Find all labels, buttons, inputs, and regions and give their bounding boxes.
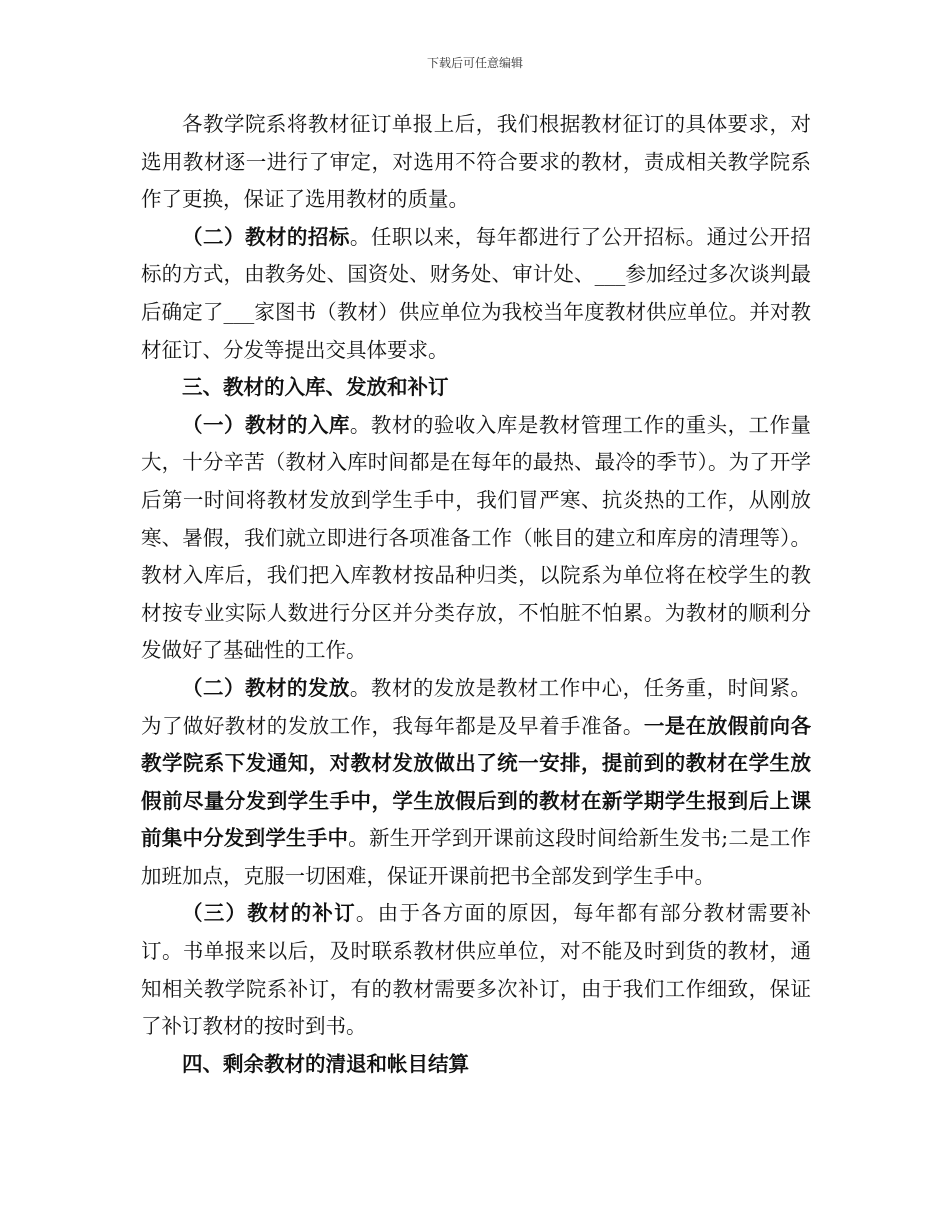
document-body (141, 106, 811, 1083)
paragraph-textbook-bidding (141, 219, 811, 369)
paragraph-textbook-review (141, 106, 811, 219)
paragraph-textbook-distribution (141, 670, 811, 896)
paragraph-text: 。新生开学到开课前这段时间给新生发书;二是工作加班加点，克服一切困难，保证开课前把书全部发到学生手中。 (141, 826, 812, 888)
section-title-distribution: （二）教材的发放 (182, 675, 350, 700)
section-title-bidding: （二）教材的招标 (182, 224, 350, 249)
section-title-reorder: （三）教材的补订 (182, 901, 356, 926)
paragraph-textbook-storage (141, 407, 811, 670)
paragraph-textbook-reorder (141, 895, 811, 1045)
paragraph-text: 。由于各方面的原因，每年都有部分教材需要补订。书单报来以后，及时联系教材供应单位，对不能及时到货的教材，通知相关教学院系补订，有的教材需要多次补订，由于我们工作细致，保证了补订教材的按时到书。 (141, 901, 812, 1039)
page-header: 下载后可任意编辑 (426, 56, 523, 70)
heading-section-3: 三、教材的入库、发放和补订 (182, 375, 449, 400)
heading-section-4: 四、剩余教材的清退和帐目结算 (182, 1051, 469, 1076)
paragraph-text: 。教材的发放是教材工作中心，任务重，时间紧。为了做好教材的发放工作，我每年都是及早着手准备。 (141, 675, 812, 738)
paragraph-bold-text: 一是在放假前向各教学院系下发通知，对教材发放做出了统一安排，提前到的教材在学生放假前尽量分发到学生手中，学生放假后到的教材在新学期学生报到后上课前集中分发到学生手中 (141, 713, 812, 851)
section-title-storage: （一）教材的入库 (182, 412, 350, 437)
paragraph-text: 。教材的验收入库是教材管理工作的重头，工作量大，十分辛苦（教材入库时间都是在每年的最热、最冷的季节）。为了开学后第一时间将教材发放到学生手中，我们冒严寒、抗炎热的工作，从刚放寒、暑假，我们就立即进行各项准备工作（帐目的建立和库房的清理等）。教材入库后，我们把入库教材按品种归类，以院系为单位将在校学生的教材按专业实际人数进行分区并分类存放，不怕脏不怕累。为教材的顺利分发做好了基础性的工作。 (141, 412, 812, 663)
paragraph-text: 。任职以来，每年都进行了公开招标。通过公开招标的方式，由教务处、国资处、财务处、审计处、___参加经过多次谈判最后确定了___家图书（教材）供应单位为我校当年度教材供应单位。并对教材征订、分发等提出交具体要求。 (141, 224, 812, 362)
paragraph-text: 各教学院系将教材征订单报上后，我们根据教材征订的具体要求，对选用教材逐一进行了审定，对选用不符合要求的教材，责成相关教学院系作了更换，保证了选用教材的质量。 (141, 112, 811, 212)
